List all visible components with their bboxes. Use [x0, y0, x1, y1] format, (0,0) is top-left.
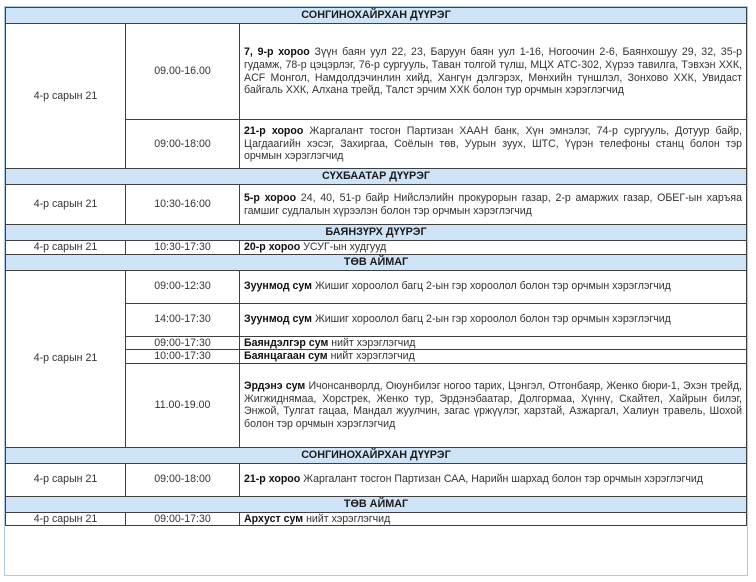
area-name: 21-р хороо [244, 125, 304, 138]
section-row [6, 496, 747, 512]
description-cell [240, 241, 747, 255]
area-name: Архуст сум [244, 512, 304, 525]
section-title: СОНГИНОХАЙРХАН ДҮҮРЭГ [6, 447, 747, 463]
locations-text: Жаргалант тосгон Партизан ХААН банк, Хүн эмнэлэг, 74-р сургууль, Дотуур байр, Цагдаагийн хэсэг, Захиргаа, Соёлын төв, Уурын зуух, ШТС, Үүрэн телефоны станц болон тэр орчмын хэрэглэгчид [244, 125, 742, 163]
locations-text: нийт хэрэглэгчид [328, 336, 416, 349]
time-cell: 10:30-17:30 [126, 241, 240, 255]
area-name: Баянцагаан сум [244, 350, 328, 363]
time-cell: 09:00-17:30 [126, 512, 240, 526]
section-title: СҮХБААТАР ДҮҮРЭГ [6, 169, 747, 185]
description-cell [240, 270, 747, 303]
time-cell: 09:00-18:00 [126, 463, 240, 496]
area-name: Зуунмод сум [244, 313, 312, 326]
locations-text: Ичонсанворлд, Оюунбилэг ногоо тарих, Цэнгэл, Отгонбаяр, Женко бюри-1, Эхэн трейд, Жигжиднямаа, Хорстрек, Женко тур, Эрдэнэбаатар, Долгормаа, Хүннү, Скайтел, Хайрын билэг, Энжой, Тулгат гацаа, Мандал жуулчин, загас үржүүлэг, харзтай, Азжаргал, Халиун травель, Шохой болон тэр орчмын хэрэглэгчид [244, 380, 742, 430]
time-cell: 09:00-17:30 [126, 336, 240, 350]
time-cell: 14:00-17:30 [126, 303, 240, 336]
section-title: ТӨВ АЙМАГ [6, 254, 747, 270]
table-row [6, 241, 747, 255]
locations-text: Жаргалант тосгон Партизан САА, Нарийн шархад болон тэр орчмын хэрэглэгчид [300, 473, 703, 486]
section-row [6, 8, 747, 24]
description-cell [240, 363, 747, 447]
date-cell: 4-р сарын 21 [6, 512, 126, 526]
time-cell: 09:00-12:30 [126, 270, 240, 303]
table-row [6, 185, 747, 225]
area-name: 20-р хороо [244, 241, 301, 253]
area-name: 21-р хороо [244, 473, 301, 486]
time-cell: 09.00-16.00 [126, 24, 240, 120]
outage-schedule-table [5, 7, 747, 526]
locations-text: нийт хэрэглэгчид [327, 350, 415, 363]
time-cell: 10:00-17:30 [126, 350, 240, 364]
time-cell: 11.00-19.00 [126, 363, 240, 447]
locations-text: нийт хэрэглэгчид [303, 512, 391, 525]
locations-text: Жишиг хороолол багц 2-ын гэр хороолол болон тэр орчмын хэрэглэгчид [312, 280, 671, 293]
description-cell [240, 512, 747, 526]
date-cell: 4-р сарын 21 [6, 270, 126, 447]
description-cell [240, 463, 747, 496]
section-title: СОНГИНОХАЙРХАН ДҮҮРЭГ [6, 8, 747, 24]
area-name: Баяндэлгэр сум [244, 336, 329, 349]
section-title: БАЯНЗҮРХ ДҮҮРЭГ [6, 225, 747, 241]
date-cell: 4-р сарын 21 [6, 185, 126, 225]
section-row [6, 254, 747, 270]
time-cell: 10:30-16:00 [126, 185, 240, 225]
date-cell: 4-р сарын 21 [6, 463, 126, 496]
area-name: 5-р хороо [244, 191, 297, 204]
section-row [6, 447, 747, 463]
section-title: ТӨВ АЙМАГ [6, 496, 747, 512]
table-row [6, 463, 747, 496]
table-row [6, 512, 747, 526]
locations-text: Жишиг хороолол багц 2-ын гэр хороолол болон тэр орчмын хэрэглэгчид [312, 313, 671, 326]
section-row [6, 169, 747, 185]
area-name: Зуунмод сум [244, 280, 312, 293]
locations-text: Зүүн баян уул 22, 23, Баруун баян уул 1-16, Ногоочин 2-6, Баянхошуу 29, 32, 35-р гудамж, 78-р цэцэрлэг, 76-р сургууль, Таван толгой түлш, МЦХ АТС-302, Хүрээ тавилга, Тэвхэн ХХК, ACF Монгол, Намдолдэчинлин хийд, Хангүн дэлгэрэх, Мөнхийн түншлэл, Зонхово ХХК, Увидаст байгаль ХХК, Алхана трейд, Талст эрчим ХХК болон тур орчмын хэрэглэгчид [244, 46, 743, 97]
locations-text: УСУГ-ын худгууд [300, 241, 387, 253]
date-cell: 4-р сарын 21 [6, 24, 126, 169]
description-cell [240, 336, 747, 350]
area-name: 7, 9-р хороо [244, 46, 310, 59]
area-name: Эрдэнэ сум [244, 380, 306, 393]
locations-text: 24, 40, 51-р байр Нийслэлийн прокурорын газар, 2-р амаржих газар, ОБЕГ-ын харъяа гамшиг судлалын хүрээлэн болон тэр орчмын хэрэглэгчид [244, 191, 742, 217]
description-cell [240, 24, 747, 120]
table-row [6, 24, 747, 120]
table-row [6, 270, 747, 303]
section-row [6, 225, 747, 241]
description-cell [240, 120, 747, 169]
description-cell [240, 185, 747, 225]
description-cell [240, 350, 747, 364]
time-cell: 09:00-18:00 [126, 120, 240, 169]
date-cell: 4-р сарын 21 [6, 241, 126, 255]
schedule-frame [4, 6, 748, 576]
description-cell [240, 303, 747, 336]
